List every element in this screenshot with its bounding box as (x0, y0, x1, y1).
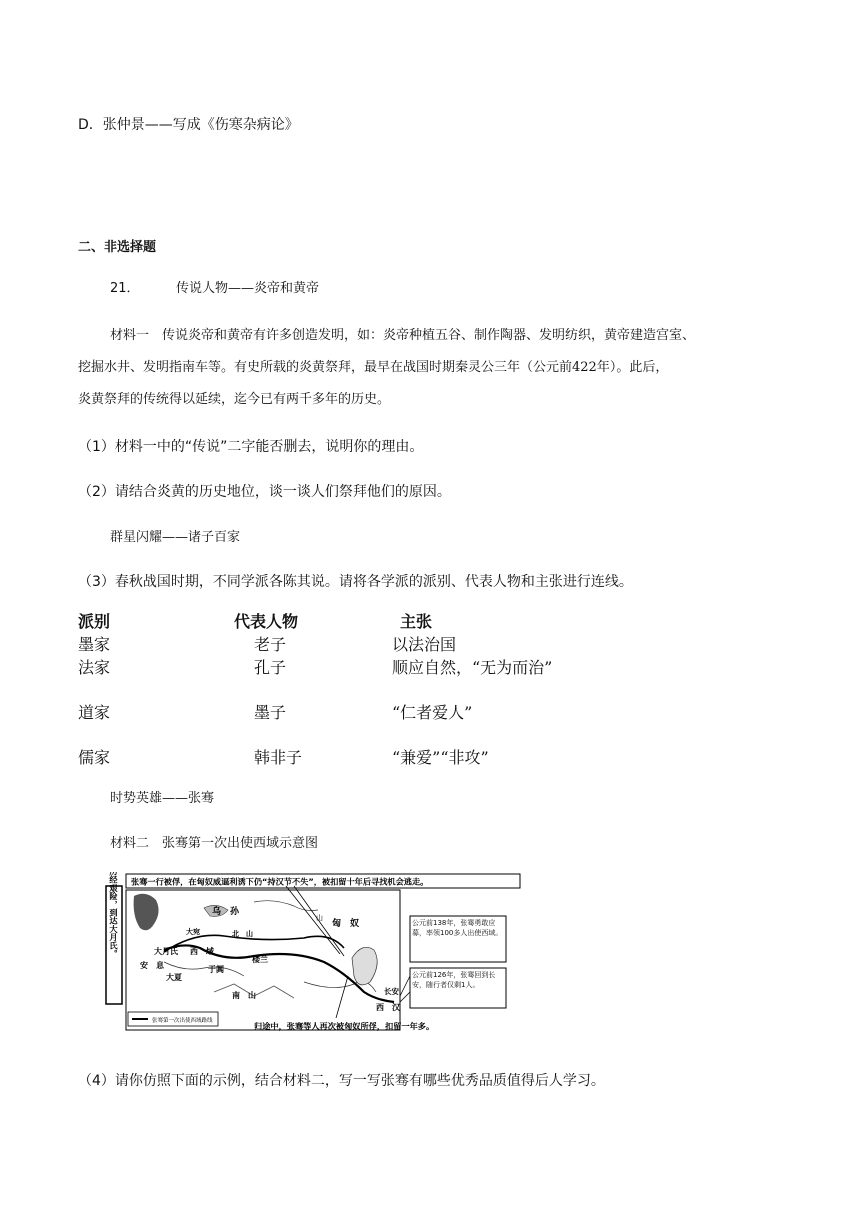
claim-item[interactable]: “兼爱”“非攻” (392, 748, 489, 767)
section-title: 二、非选择题 (78, 240, 157, 255)
material1-line3: 炎黄祭拜的传统得以延续，迄今已有两千多年的历史。 (78, 392, 391, 407)
topic-1: 传说人物——炎帝和黄帝 (176, 281, 320, 296)
label-anxi: 安 息 (140, 961, 164, 970)
left-caption: 张骞一行历经艰险，到达大月氏。 (109, 872, 119, 958)
person-item[interactable]: 孔子 (254, 658, 287, 677)
topic-3: 时势英雄——张骞 (110, 791, 215, 806)
label-xiongnu: 匈 奴 (332, 919, 360, 929)
label-yutian: 于阗 (208, 965, 224, 974)
person-item[interactable]: 墨子 (254, 703, 287, 722)
school-item[interactable]: 墨家 (78, 635, 111, 654)
label-daxia: 大夏 (166, 973, 182, 982)
claim-item[interactable]: “仁者爱人” (392, 703, 473, 722)
label-shan: 山 (316, 914, 323, 922)
material1-line1: 材料一 传说炎帝和黄帝有许多创造发明，如：炎帝种植五谷、制作陶器、发明纺织，黄帝建造宫室、 (110, 328, 696, 343)
person-item[interactable]: 老子 (254, 635, 287, 654)
label-nanshan: 南 山 (232, 991, 256, 1000)
header-person: 代表人物 (234, 612, 299, 631)
right-caption-2: 公元前126年，张骞回到长安，随行者仅剩1人。 (412, 971, 496, 989)
label-dayuezhi: 大月氏 (154, 947, 178, 956)
top-caption: 张骞一行被俘，在匈奴威逼利诱下仍“持汉节不失”，被扣留十年后寻找机会逃走。 (131, 876, 429, 887)
sub-question-1: （1）材料一中的“传说”二字能否删去，说明你的理由。 (78, 439, 424, 455)
label-changan: 长安 (384, 987, 399, 996)
right-caption-1: 公元前138年，张骞勇敢应募，率领100多人出使西域。 (412, 919, 503, 937)
option-d: D．张仲景——写成《伤寒杂病论》 (78, 117, 299, 133)
legend-text: 张骞第一次出使西域路线 (152, 1018, 213, 1024)
person-item[interactable]: 韩非子 (254, 748, 303, 767)
header-school: 派别 (78, 612, 111, 631)
bottom-caption: 归途中，张骞等人再次被匈奴所俘，扣留一年多。 (254, 1021, 435, 1031)
label-wusun: 乌 孙 (212, 907, 240, 917)
label-loulan: 楼兰 (252, 955, 268, 964)
school-item[interactable]: 道家 (78, 703, 111, 722)
label-xiyu: 西 域 (190, 947, 214, 956)
label-dawan: 大宛 (186, 928, 200, 936)
material2-title: 材料二 张骞第一次出使西域示意图 (110, 836, 319, 851)
sub-question-2: （2）请结合炎黄的历史地位，谈一谈人们祭拜他们的原因。 (78, 484, 451, 500)
claim-item[interactable]: 以法治国 (392, 635, 457, 654)
topic-2: 群星闪耀——诸子百家 (110, 530, 241, 545)
sub-question-3: （3）春秋战国时期，不同学派各陈其说。请将各学派的派别、代表人物和主张进行连线。 (78, 574, 633, 590)
zhangqian-route-map (104, 872, 522, 1032)
school-item[interactable]: 儒家 (78, 748, 111, 767)
question-number: 21． (110, 281, 140, 296)
material1-line2: 挖掘水井、发明指南车等。有史所载的炎黄祭拜，最早在战国时期秦灵公三年（公元前422年）。此后， (78, 360, 669, 375)
label-beishan: 北 山 (232, 930, 253, 938)
school-item[interactable]: 法家 (78, 658, 111, 677)
map-svg (104, 872, 522, 1032)
claim-item[interactable]: 顺应自然，“无为而治” (392, 658, 553, 677)
header-claim: 主张 (400, 612, 433, 631)
label-xihan: 西 汉 (376, 1003, 400, 1012)
sub-question-4: （4）请你仿照下面的示例，结合材料二，写一写张骞有哪些优秀品质值得后人学习。 (78, 1073, 605, 1089)
